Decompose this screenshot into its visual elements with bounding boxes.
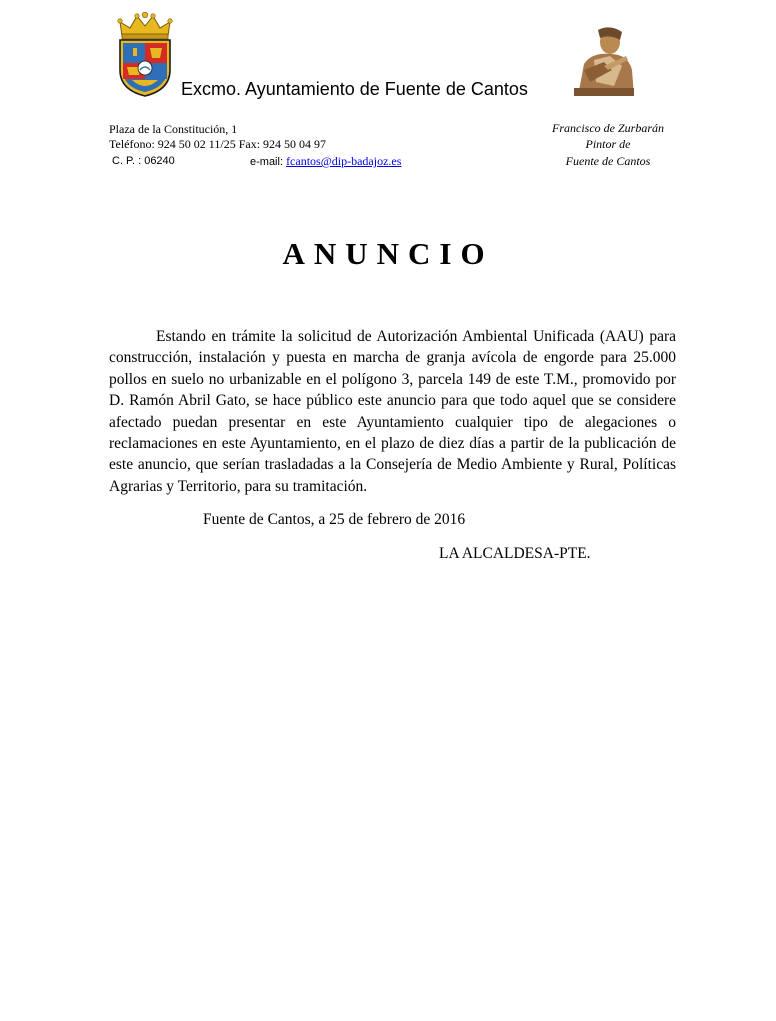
email-link[interactable]: fcantos@dip-badajoz.es — [286, 154, 402, 168]
painter-caption-line1: Francisco de Zurbarán — [552, 121, 664, 135]
painter-caption-line3: Fuente de Cantos — [565, 154, 651, 168]
coat-of-arms-icon — [110, 12, 180, 98]
postal-code: C. P. : 06240 — [112, 155, 175, 167]
notice-body: Estando en trámite la solicitud de Autorización Ambiental Unificada (AAU) para construcción, instalación y puesta en marcha de granja avícola de engorde para 25.000 pollos en suelo no urbanizable en el polígono 3, parcela 149 de este T.M., promovido por D. Ramón Abril Gato, se hace público este anuncio para que todo aquel que se considere afectado puedan presentar en este Ayuntamiento cualquier tipo de alegaciones o reclamaciones en este Ayuntamiento, en el plazo de diez días a partir de la publicación de este anuncio, que serían trasladadas a la Consejería de Medio Ambiente y Rural, Políticas Agrarias y Territorio, para su tramitación. — [109, 328, 676, 495]
email-line — [250, 153, 401, 171]
notice-heading: ANUNCIO — [282, 236, 494, 271]
organization-title: Excmo. Ayuntamiento de Fuente de Cantos — [181, 79, 528, 99]
date-line: Fuente de Cantos, a 25 de febrero de 2016 — [203, 511, 466, 528]
address-line: Plaza de la Constitución, 1 — [109, 122, 238, 136]
painter-caption-line2: Pintor de — [585, 137, 631, 151]
phone-fax-line: Teléfono: 924 50 02 11/25 Fax: 924 50 04 97 — [109, 137, 327, 151]
signature-line: LA ALCALDESA-PTE. — [439, 545, 591, 562]
zurbaran-portrait-icon — [570, 26, 636, 98]
email-label: e-mail: — [250, 156, 287, 168]
